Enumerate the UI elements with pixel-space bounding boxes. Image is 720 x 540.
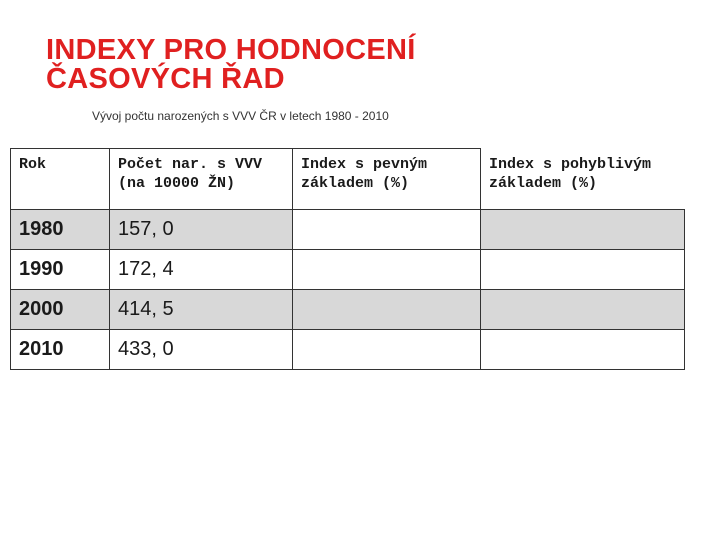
count-cell: 433, 0 bbox=[110, 330, 293, 370]
index-table bbox=[10, 148, 685, 370]
year-cell: 2010 bbox=[11, 330, 110, 370]
year-cell: 2000 bbox=[11, 290, 110, 330]
table-header-row bbox=[11, 149, 685, 210]
slide-title-line-1: INDEXY PRO HODNOCENÍ bbox=[46, 34, 416, 66]
year-cell: 1990 bbox=[11, 250, 110, 290]
fixed-index-cell bbox=[293, 250, 481, 290]
moving-index-cell bbox=[481, 250, 685, 290]
fixed-index-cell bbox=[293, 210, 481, 250]
slide-title-line-2: ČASOVÝCH ŘAD bbox=[46, 63, 285, 95]
table-row bbox=[11, 250, 685, 290]
moving-index-cell bbox=[481, 210, 685, 250]
header-fixed-index: Index s pevným základem (%) bbox=[293, 149, 481, 210]
table-caption: Vývoj počtu narozených s VVV ČR v letech 1980 - 2010 bbox=[92, 109, 389, 123]
fixed-index-cell bbox=[293, 290, 481, 330]
slide-title bbox=[46, 36, 606, 94]
table-row bbox=[11, 290, 685, 330]
moving-index-cell bbox=[481, 290, 685, 330]
table-row bbox=[11, 330, 685, 370]
table-row bbox=[11, 210, 685, 250]
year-cell: 1980 bbox=[11, 210, 110, 250]
fixed-index-cell bbox=[293, 330, 481, 370]
header-count: Počet nar. s VVV (na 10000 ŽN) bbox=[110, 149, 293, 210]
count-cell: 172, 4 bbox=[110, 250, 293, 290]
count-cell: 414, 5 bbox=[110, 290, 293, 330]
header-year: Rok bbox=[11, 149, 110, 210]
count-cell: 157, 0 bbox=[110, 210, 293, 250]
moving-index-cell bbox=[481, 330, 685, 370]
header-moving-index: Index s pohyblivým základem (%) bbox=[481, 149, 685, 210]
